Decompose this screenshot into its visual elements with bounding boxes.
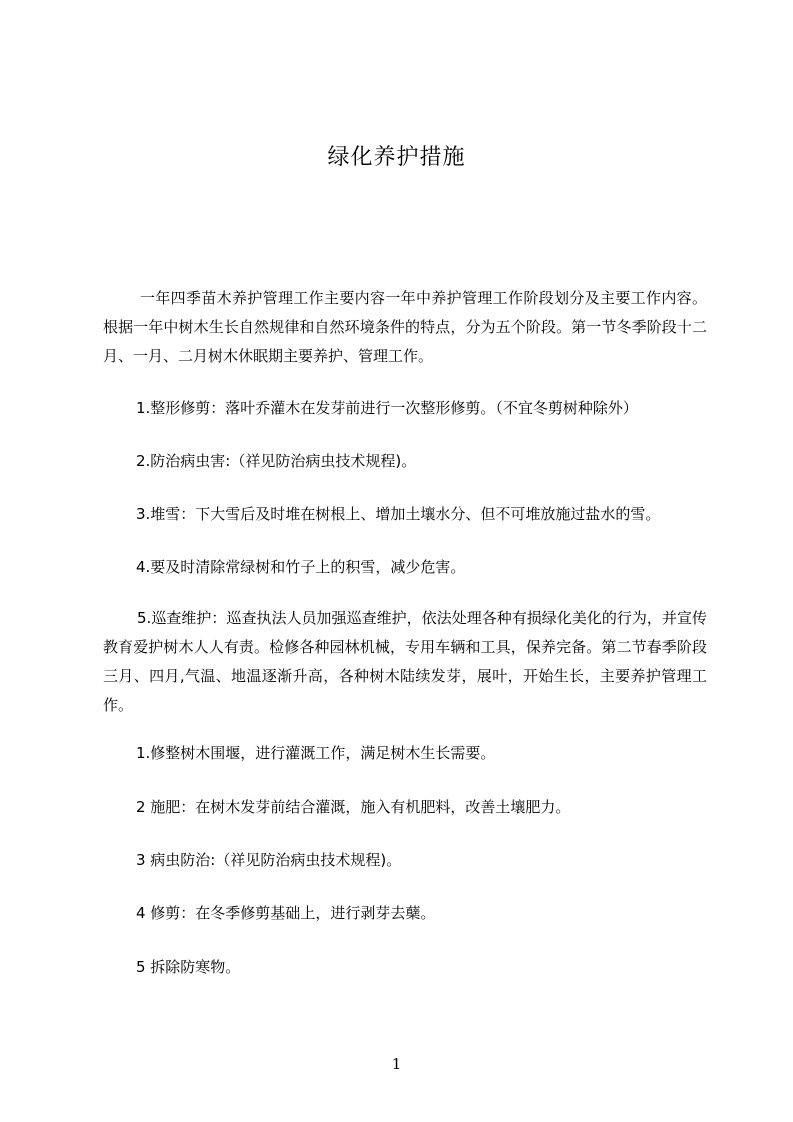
winter-item-2: 2.防治病虫害:（祥见防治病虫技术规程)。 xyxy=(136,452,417,470)
spring-item-1: 1.修整树木围堰，进行灌溉工作，满足树木生长需要。 xyxy=(136,744,496,762)
page-number: 1 xyxy=(391,1055,402,1073)
patrol-paragraph: 5.巡查维护：巡查执法人员加强巡查维护，依法处理各种有损绿化美化的行为，并宣传教育爱护树木人人有责。检修各种园林机械，专用车辆和工具，保养完备。第二节春季阶段三月、四月,气温、地温逐渐升高，各种树木陆续发芽，展叶，开始生长，主要养护管理工作。 xyxy=(103,609,707,714)
winter-item-1: 1.整形修剪：落叶乔灌木在发芽前进行一次整形修剪。（不宜冬剪树种除外） xyxy=(136,399,638,417)
spring-item-2: 2 施肥：在树木发芽前结合灌溉，施入有机肥料，改善土壤肥力。 xyxy=(136,798,571,816)
winter-item-4: 4.要及时清除常绿树和竹子上的积雪，减少危害。 xyxy=(136,558,466,576)
intro-paragraph: 一年四季苗木养护管理工作主要内容一年中养护管理工作阶段划分及主要工作内容。根据一年中树木生长自然规律和自然环境条件的特点，分为五个阶段。第一节冬季阶段十二月、一月、二月树木休眠期主要养护、管理工作。 xyxy=(103,289,707,365)
document-title: 绿化养护措施 xyxy=(327,145,466,170)
spring-item-3: 3 病虫防治:（祥见防治病虫技术规程)。 xyxy=(136,851,402,869)
spring-item-4: 4 修剪：在冬季修剪基础上，进行剥芽去蘖。 xyxy=(136,904,436,922)
winter-item-3: 3.堆雪：下大雪后及时堆在树根上、增加土壤水分、但不可堆放施过盐水的雪。 xyxy=(136,505,661,523)
spring-item-5: 5 拆除防寒物。 xyxy=(136,958,241,976)
